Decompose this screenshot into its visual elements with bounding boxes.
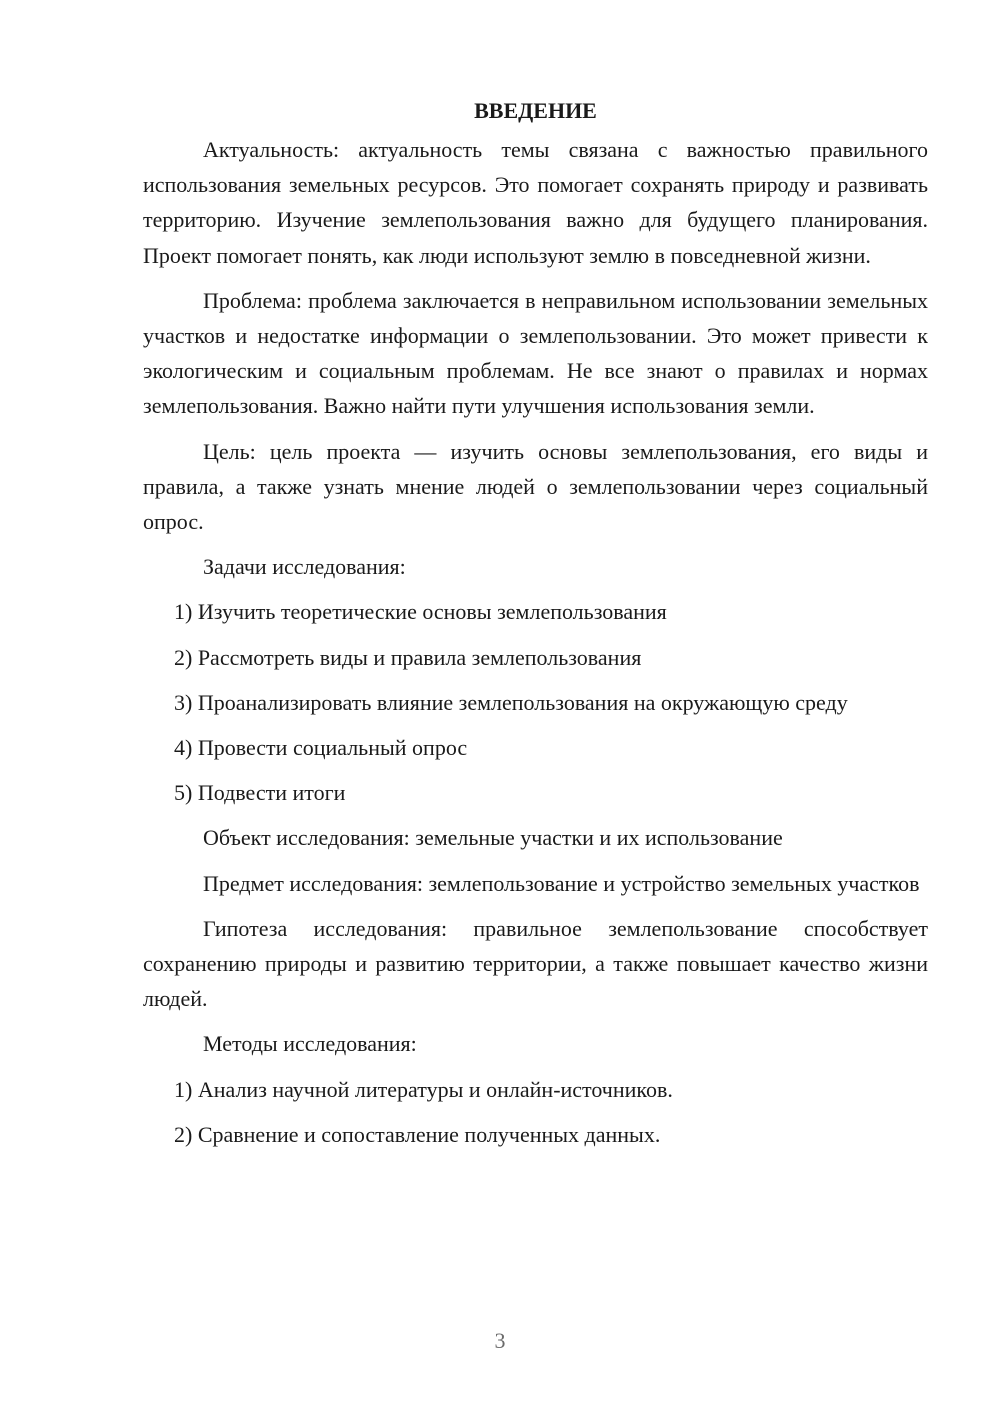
problem-paragraph: Проблема: проблема заключается в неправильном использовании земельных участков и недостатке информации о землепользовании. Это может привести к экологическим и социальным проблемам. Не все знают о правилах и нормах землепользования. Важно найти пути улучшения использования земли.: [143, 287, 928, 419]
task-item-4: 4) Провести социальный опрос: [174, 735, 468, 761]
method-item-2: 2) Сравнение и сопоставление полученных данных.: [174, 1121, 661, 1147]
task-item-2: 2) Рассмотреть виды и правила землепользования: [174, 644, 642, 670]
tasks-heading: Задачи исследования:: [203, 554, 406, 580]
task-item-3: 3) Проанализировать влияние землепользования на окружающую среду: [174, 689, 848, 715]
task-item-5: 5) Подвести итоги: [174, 780, 346, 806]
section-title: ВВЕДЕНИЕ: [474, 98, 597, 123]
relevance-paragraph: Актуальность: актуальность темы связана с важностью правильного использования земельных ресурсов. Это помогает сохранять природу и развивать территорию. Изучение землепользования важно для будущего планирования. Проект помогает понять, как люди используют землю в повседневной жизни.: [143, 137, 928, 268]
research-subject: Предмет исследования: землепользование и устройство земельных участков: [203, 870, 920, 896]
document-page: [143, 93, 928, 1162]
research-hypothesis: Гипотеза исследования: правильное землепользование способствует сохранению природы и развитию территории, а также повышает качество жизни людей.: [143, 915, 928, 1012]
page-number: 3: [494, 1328, 506, 1353]
task-item-1: 1) Изучить теоретические основы землепользования: [174, 599, 667, 625]
research-object: Объект исследования: земельные участки и их использование: [203, 825, 783, 851]
goal-paragraph: Цель: цель проекта — изучить основы землепользования, его виды и правила, а также узнать мнение людей о землепользовании через социальный опрос.: [143, 438, 928, 535]
methods-heading: Методы исследования:: [203, 1031, 417, 1057]
method-item-1: 1) Анализ научной литературы и онлайн-источников.: [174, 1076, 673, 1102]
